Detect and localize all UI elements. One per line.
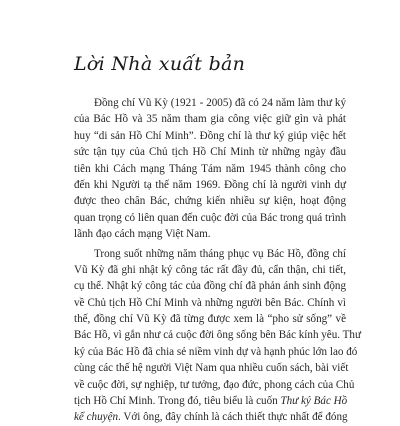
text-line: tiên khi Cách mạng Tháng Tám năm 1945 thành công cho: [74, 162, 346, 175]
text-line: về cuộc đời, sự nghiệp, tư tưởng, đạo đức, phong cách của Chủ: [74, 378, 355, 391]
text-line: thế, đồng chí Vũ Kỳ đã từng được xem là “pho sử sống” về: [74, 313, 346, 326]
text-line: sức tận tụy của Chủ tịch Hồ Chí Minh từ những ngày đầu: [74, 146, 346, 159]
text-line: ký của Bác Hồ đã chia sẻ niềm vinh dự và hạnh phúc lớn lao đó: [74, 345, 358, 358]
text-line: Vũ Kỳ đã ghi nhật ký công tác rất đầy đủ, cẩn thận, chi tiết,: [74, 263, 346, 276]
text-line: của Bác Hồ và 35 năm tham gia công việc giữ gìn và phát: [74, 113, 346, 126]
text-segment: tịch Hồ Chí Minh. Trong đó, tiêu biểu là cuốn: [74, 395, 281, 408]
text-line-with-book-title: [74, 409, 346, 425]
text-line: cụ thể. Nhật ký công tác của đồng chí đã phản ánh sinh động: [74, 280, 346, 293]
body-text: [74, 95, 361, 426]
page-heading: Lời Nhà xuất bản: [74, 53, 246, 75]
text-line: đến khi Người tạ thế năm 1969. Đồng chí là người vinh dự: [74, 178, 346, 191]
text-line: được theo chân Bác, chứng kiến nhiều sự kiện, hoạt động: [74, 195, 346, 208]
paragraph-1: [74, 95, 346, 243]
text-line-with-book-title: [74, 393, 346, 409]
text-line: về Chủ tịch Hồ Chí Minh và những người bên Bác. Chính vì: [74, 296, 346, 309]
text-line: lãnh đạo cách mạng Việt Nam.: [74, 228, 211, 241]
book-title-part2: kể chuyện: [74, 411, 119, 424]
text-segment: . Với ông, đây chính là cách thiết thực nhất để đóng: [118, 411, 348, 424]
text-line: cùng các thế hệ người Việt Nam qua nhiều cuốn sách, bài viết: [74, 362, 349, 375]
text-line: quan trọng có liên quan đến cuộc đời của Bác trong quá trình: [74, 211, 346, 224]
book-title-part1: Thư ký Bác Hồ: [280, 395, 348, 408]
text-line: Đồng chí Vũ Kỳ (1921 - 2005) đã có 24 năm làm thư ký: [94, 97, 346, 109]
text-line: huy “di sản Hồ Chí Minh”. Đồng chí là thư ký giúp việc hết: [74, 129, 346, 142]
text-line: Trong suốt những năm tháng phục vụ Bác Hồ, đồng chí: [94, 247, 346, 260]
text-line: Bác Hồ, vì gắn như cả cuộc đời ông sống bên Bác kính yêu. Thư: [74, 329, 361, 342]
paragraph-2: [74, 246, 361, 426]
